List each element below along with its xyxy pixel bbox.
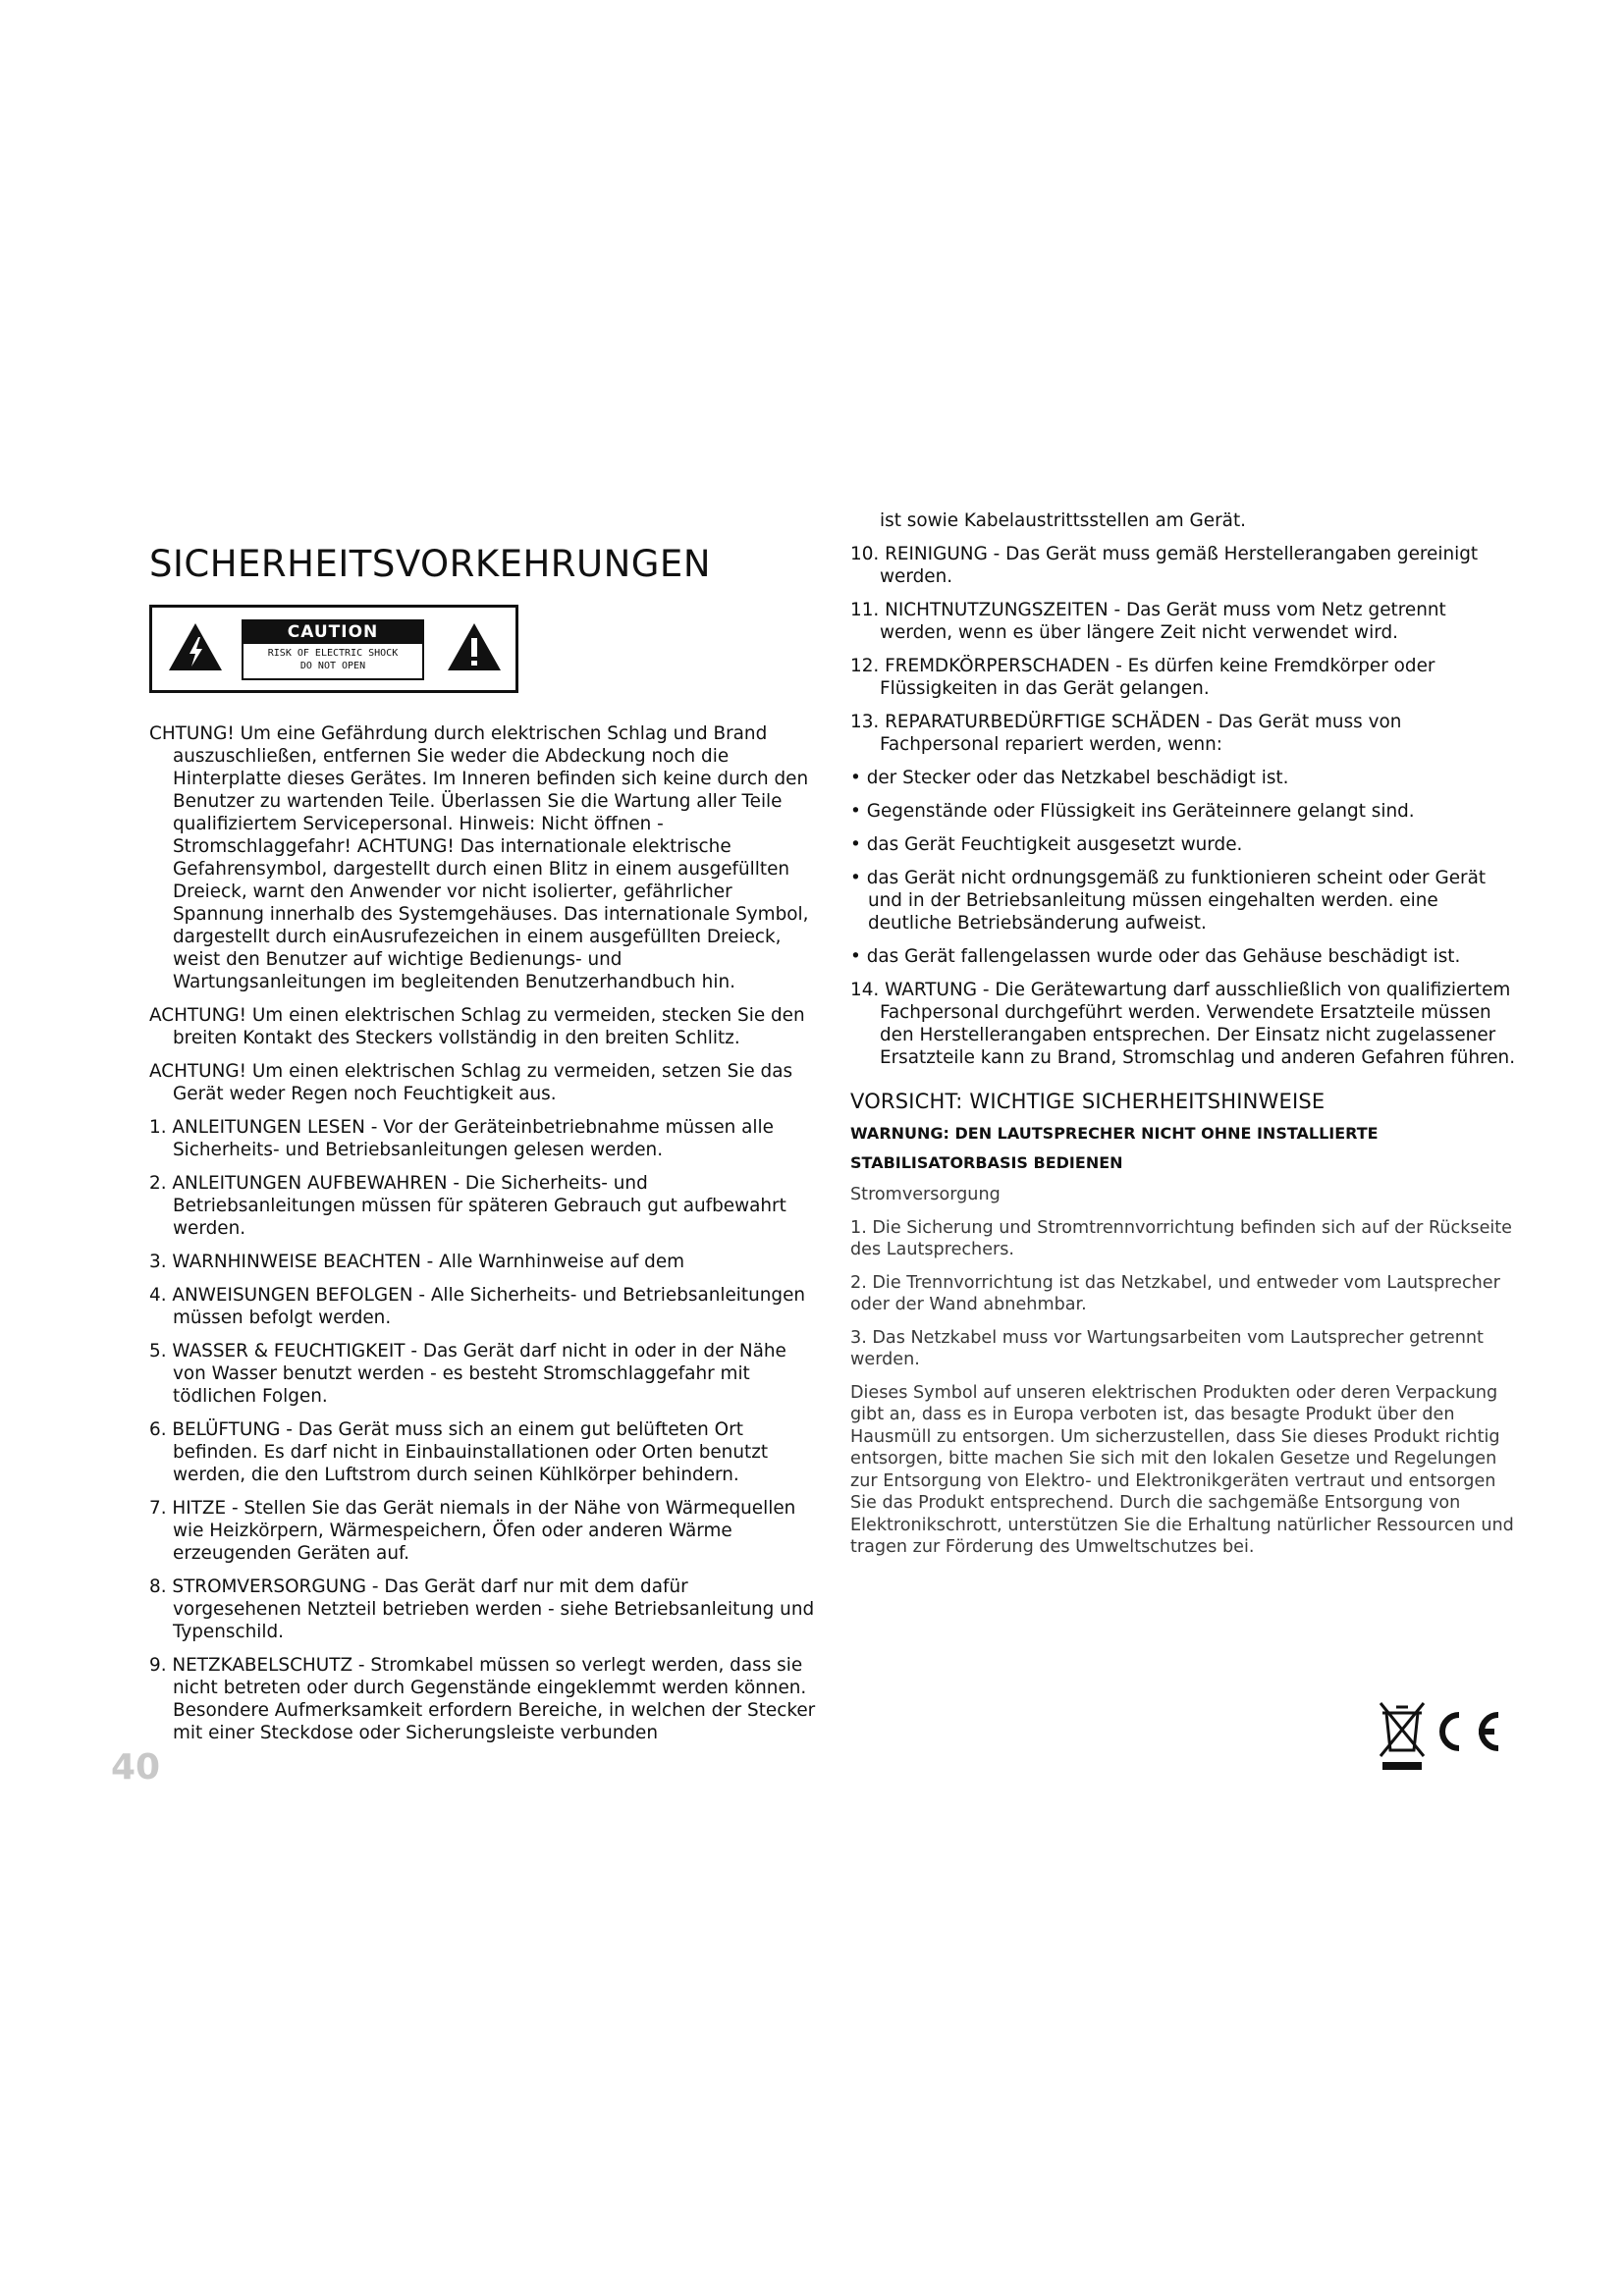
list-item: 12. FREMDKÖRPERSCHADEN - Es dürfen keine Fremdkörper oder Flüssigkeiten in das Gerät gelangen. — [850, 656, 1435, 699]
warning-paragraph-plug: ACHTUNG! Um einen elektrischen Schlag zu vermeiden, stecken Sie den breiten Kontakt des Steckers vollständig in den breiten Schlitz. — [149, 1005, 805, 1048]
bullet-item: • der Stecker oder das Netzkabel beschädigt ist. — [850, 768, 1289, 788]
warning-paragraph-moisture: ACHTUNG! Um einen elektrischen Schlag zu vermeiden, setzen Sie das Gerät weder Regen noch Feuchtigkeit aus. — [149, 1061, 793, 1104]
disposal-paragraph: Dieses Symbol auf unseren elektrischen Produkten oder deren Verpackung gibt an, dass es in Europa verboten ist, das besagte Produkt über den Hausmüll zu entsorgen. Um sicherzustellen, dass Sie dieses Produkt richtig entsorgen, bitte machen Sie sich mit den lokalen Gesetze und Regelungen zur Entsorgung von Elektro- und Elektronikgeräten vertraut und entsorgen Sie das Produkt entsprechend. Durch die sachgemäße Entsorgung von Elektronikschrott, unterstützen Sie die Erhaltung natürlicher Ressourcen und tragen zur Förderung des Umweltschutzes bei. — [850, 1382, 1514, 1557]
power-item: 1. Die Sicherung und Stromtrennvorrichtung befinden sich auf der Rückseite des Lautsprechers. — [850, 1217, 1512, 1259]
power-subheading: Stromversorgung — [850, 1185, 1001, 1204]
bullet-item: • das Gerät fallengelassen wurde oder das Gehäuse beschädigt ist. — [850, 946, 1461, 967]
compliance-symbols — [1377, 1701, 1506, 1780]
caution-line-2: DO NOT OPEN — [299, 661, 366, 671]
bullet-item: • das Gerät nicht ordnungsgemäß zu funktionieren scheint oder Gerät und in der Betriebsanleitung müssen eingehalten werden. eine deutliche Betriebsänderung aufweist. — [850, 868, 1487, 934]
list-item: 2. ANLEITUNGEN AUFBEWAHREN - Die Sicherheits- und Betriebsanleitungen müssen für späteren Gebrauch gut aufbewahrt werden. — [149, 1173, 786, 1239]
list-item: 5. WASSER & FEUCHTIGKEIT - Das Gerät darf nicht in oder in der Nähe von Wasser benutzt werden - es besteht Stromschlaggefahr mit tödlichen Folgen. — [149, 1341, 786, 1407]
power-item: 3. Das Netzkabel muss vor Wartungsarbeiten vom Lautsprecher getrennt werden. — [850, 1327, 1484, 1369]
list-item: 6. BELÜFTUNG - Das Gerät muss sich an einem gut belüfteten Ort befinden. Es darf nicht in Einbauinstallationen oder Orten benutzt werden, die den Luftstrom durch seinen Kühlkörper behindern. — [149, 1419, 769, 1485]
ce-mark-icon — [1442, 1715, 1498, 1748]
exclamation-warning-icon — [446, 621, 503, 672]
list-item: 8. STROMVERSORGUNG - Das Gerät darf nur mit dem dafür vorgesehenen Netzteil betrieben werden - siehe Betriebsanleitung und Typenschild. — [149, 1576, 815, 1642]
caution-line-1: RISK OF ELECTRIC SHOCK — [267, 648, 399, 659]
continuation-text: ist sowie Kabelaustrittsstellen am Gerät. — [880, 510, 1247, 531]
power-item: 2. Die Trennvorrichtung ist das Netzkabel, und entweder vom Lautsprecher oder der Wand abnehmbar. — [850, 1272, 1500, 1314]
list-item: 14. WARTUNG - Die Gerätewartung darf ausschließlich von qualifiziertem Fachpersonal durchgeführt werden. Verwendete Ersatzteile müssen den Herstellerangaben entsprechen. Der Einsatz nicht zugelassener Ersatzteile kann zu Brand, Stromschlag und anderen Gefahren führen. — [850, 980, 1516, 1068]
caution-label-box — [149, 605, 518, 693]
speaker-warning-line-1: WARNUNG: DEN LAUTSPRECHER NICHT OHNE INSTALLIERTE — [850, 1124, 1379, 1143]
list-item: 9. NETZKABELSCHUTZ - Stromkabel müssen so verlegt werden, dass sie nicht betreten oder durch Gegenstände eingeklemmt werden können. Besondere Aufmerksamkeit erfordern Bereiche, in welchen der Stecker mit einer Steckdose oder Sicherungsleiste verbunden — [149, 1655, 816, 1743]
bullet-item: • das Gerät Feuchtigkeit ausgesetzt wurde. — [850, 834, 1243, 855]
list-item: 10. REINIGUNG - Das Gerät muss gemäß Herstellerangaben gereinigt werden. — [850, 544, 1479, 587]
lightning-warning-icon — [167, 621, 224, 672]
list-item: 13. REPARATURBEDÜRFTIGE SCHÄDEN - Das Gerät muss von Fachpersonal repariert werden, wenn: — [850, 712, 1402, 755]
list-item: 11. NICHTNUTZUNGSZEITEN - Das Gerät muss vom Netz getrennt werden, wenn es über längere Zeit nicht verwendet wird. — [850, 600, 1446, 643]
crossed-out-bin-icon — [1380, 1703, 1424, 1770]
page-title: SICHERHEITSVORKEHRUNGEN — [149, 543, 711, 585]
list-item: 7. HITZE - Stellen Sie das Gerät niemals in der Nähe von Wärmequellen wie Heizkörpern, Wärmespeichern, Öfen oder anderen Wärme erzeugenden Geräten auf. — [149, 1498, 796, 1564]
bullet-item: • Gegenstände oder Flüssigkeit ins Geräteinnere gelangt sind. — [850, 801, 1415, 822]
section-heading: VORSICHT: WICHTIGE SICHERHEITSHINWEISE — [850, 1090, 1326, 1113]
list-item: 4. ANWEISUNGEN BEFOLGEN - Alle Sicherheits- und Betriebsanleitungen müssen befolgt werden. — [149, 1285, 806, 1328]
intro-paragraph: CHTUNG! Um eine Gefährdung durch elektrischen Schlag und Brand auszuschließen, entfernen Sie weder die Abdeckung noch die Hinterplatte dieses Gerätes. Im Inneren befinden sich keine durch den Benutzer zu wartenden Teile. Überlassen Sie die Wartung aller Teile qualifiziertem Servicepersonal. Hinweis: Nicht öffnen - Stromschlaggefahr! ACHTUNG! Das internationale elektrische Gefahrensymbol, dargestellt durch einen Blitz in einem ausgefüllten Dreieck, warnt den Anwender vor nicht isolierter, gefährlicher Spannung innerhalb des Systemgehäuses. Das internationale Symbol, dargestellt durch einAusrufezeichen in einem ausgefüllten Dreieck, weist den Benutzer auf wichtige Bedienungs- und Wartungsanleitungen im begleitenden Benutzerhandbuch hin. — [149, 723, 809, 992]
caution-text-panel — [242, 619, 424, 680]
page-number: 40 — [111, 1747, 161, 1788]
list-item: 3. WARNHINWEISE BEACHTEN - Alle Warnhinweise auf dem — [149, 1252, 685, 1272]
speaker-warning — [850, 1119, 1518, 1178]
caution-heading: CAUTION — [244, 621, 422, 644]
speaker-warning-line-2: STABILISATORBASIS BEDIENEN — [850, 1153, 1123, 1172]
list-item: 1. ANLEITUNGEN LESEN - Vor der Geräteinbetriebnahme müssen alle Sicherheits- und Betriebsanleitungen gelesen werden. — [149, 1117, 774, 1160]
right-column — [850, 509, 1518, 1570]
left-column — [149, 722, 817, 1755]
